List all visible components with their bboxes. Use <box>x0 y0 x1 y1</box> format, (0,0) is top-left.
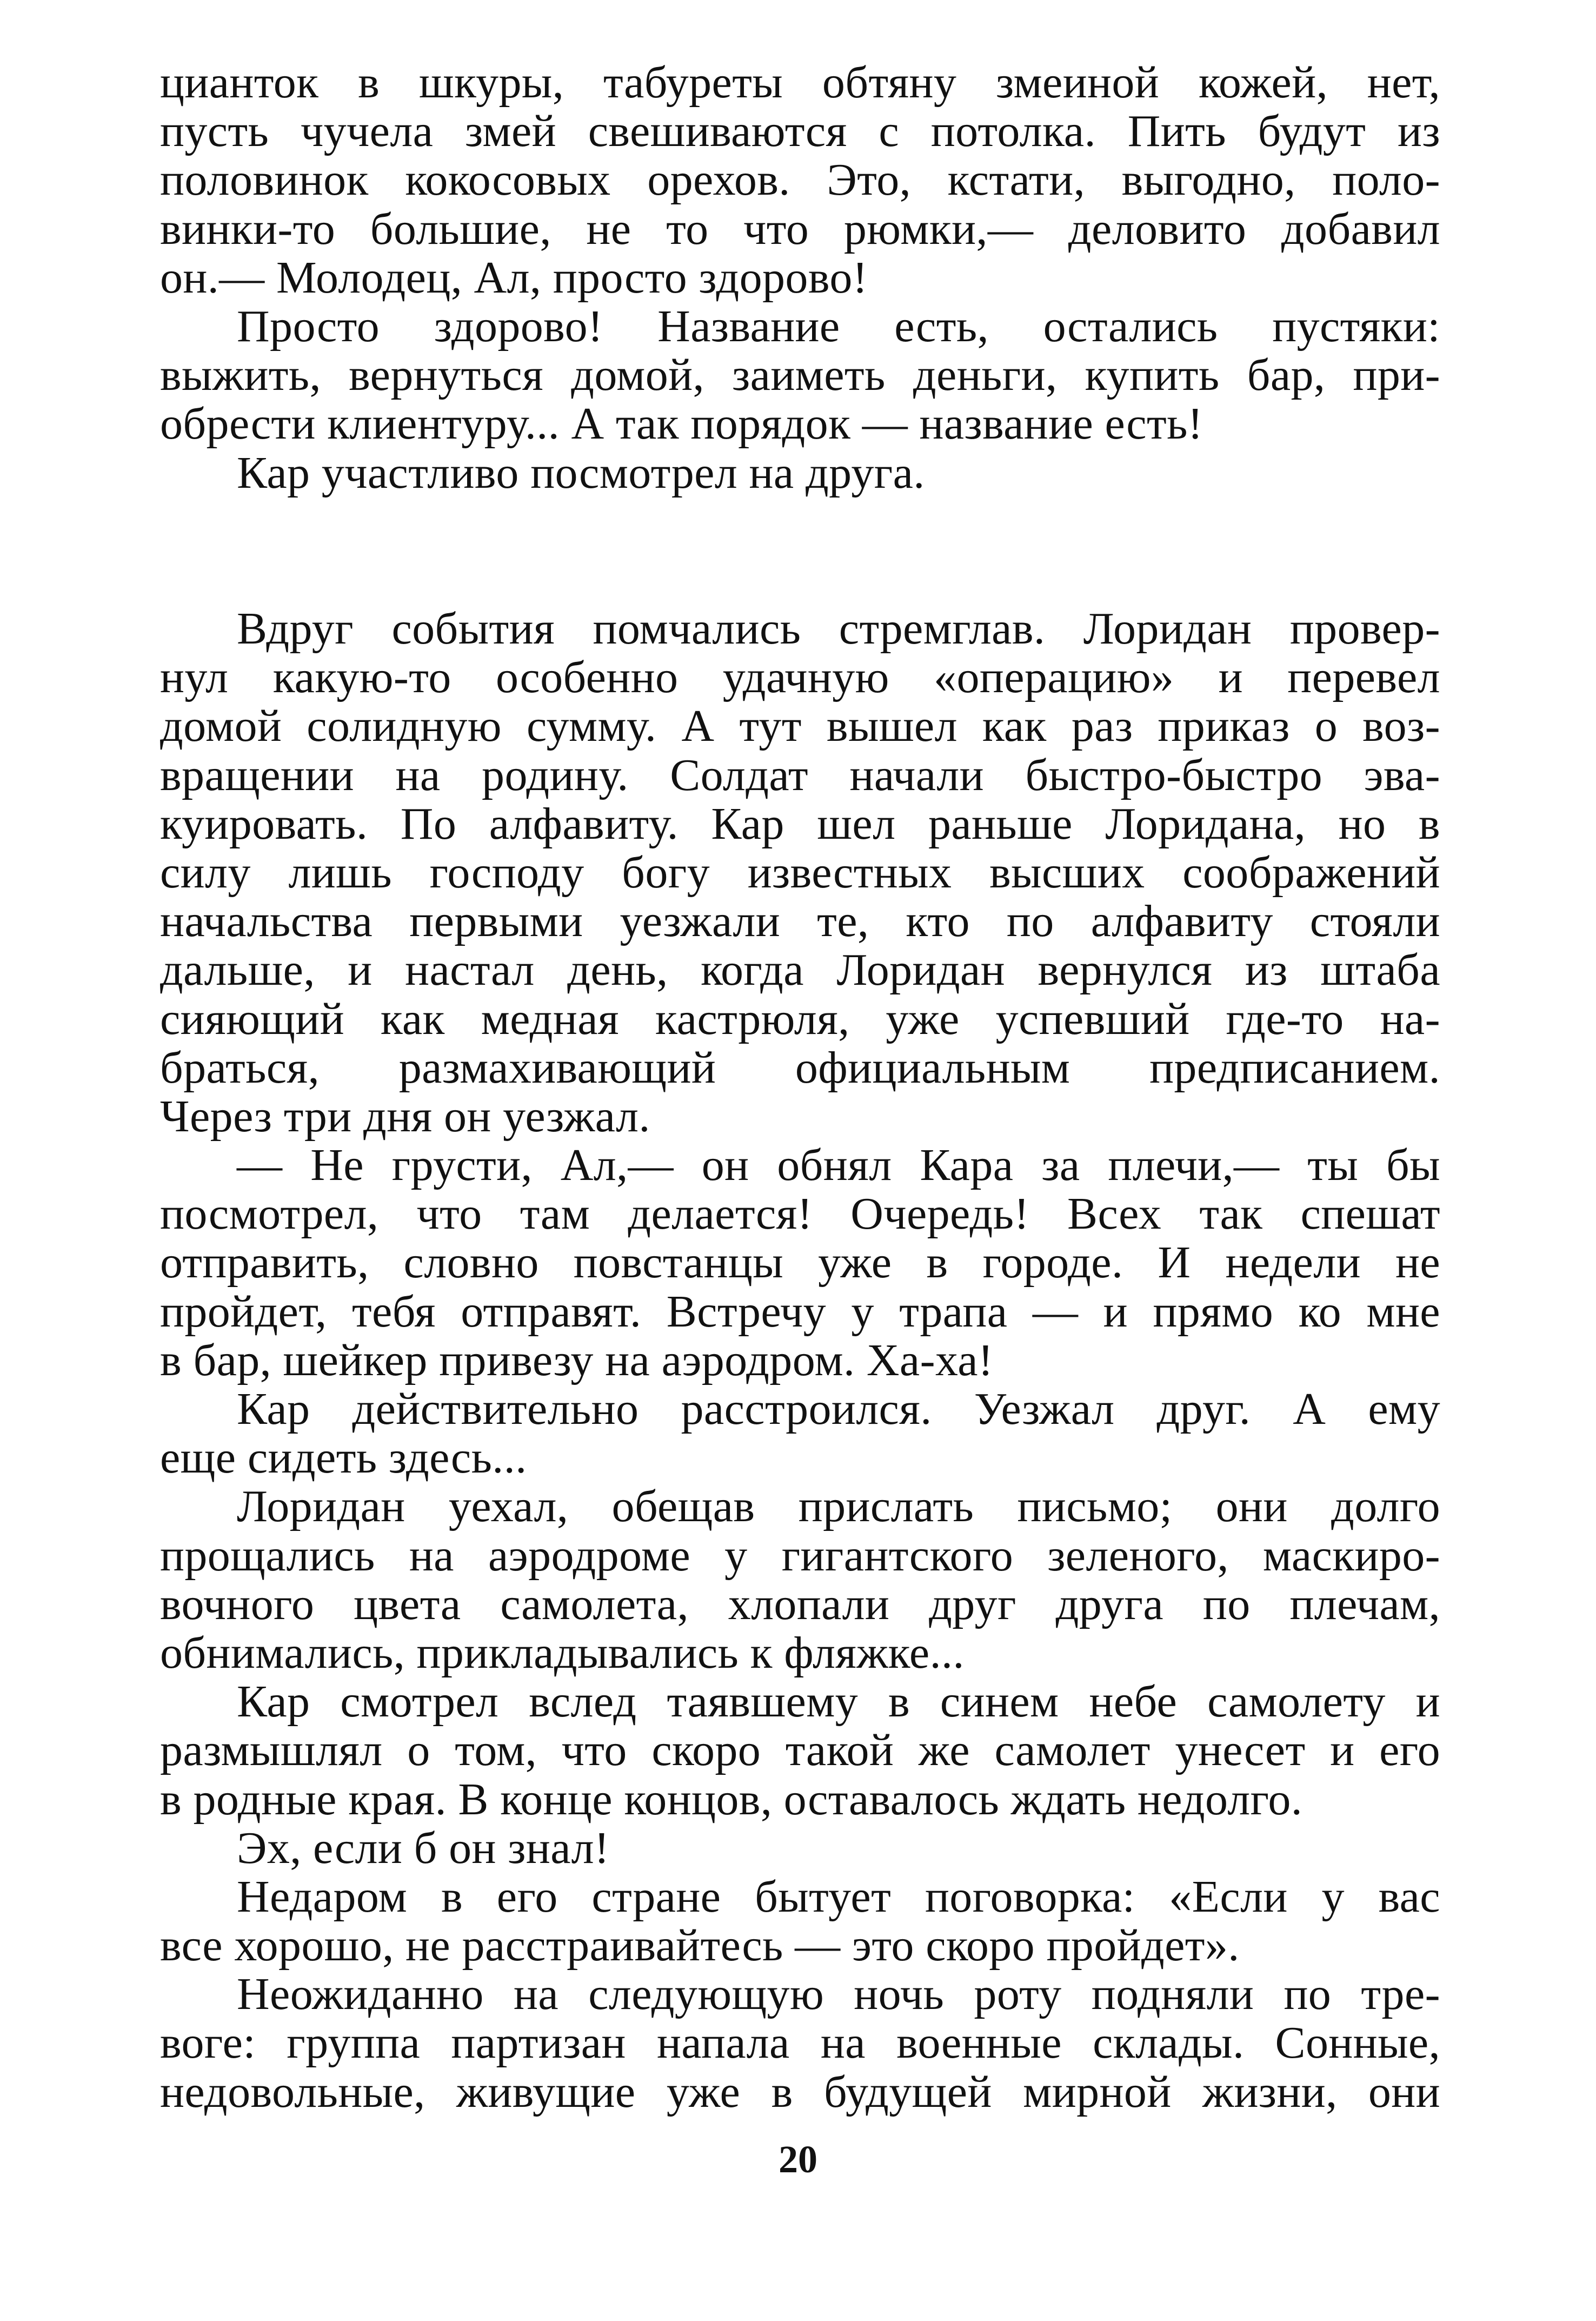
text-line: все хорошо, не расстраивайтесь — это скоро пройдет». <box>160 1920 1240 1971</box>
text-line: половинок кокосовых орехов. Это, кстати, выгодно, поло- <box>160 155 1440 205</box>
text-line: Через три дня он уезжал. <box>160 1091 650 1142</box>
text-line: Недаром в его стране бытует поговорка: «Если у вас <box>237 1871 1440 1922</box>
text-line: воге: группа партизан напала на военные склады. Сонные, <box>160 2018 1440 2068</box>
text-fragment-top <box>160 58 1440 498</box>
text-line: в родные края. В конце концов, оставалось ждать недолго. <box>160 1774 1303 1825</box>
text-line: Просто здорово! Название есть, остались пустяки: <box>237 301 1440 352</box>
text-line: домой солидную сумму. А тут вышел как раз приказ о воз- <box>160 701 1440 752</box>
text-line: обрести клиентуру... А так порядок — название есть! <box>160 399 1203 449</box>
text-line: Кар действительно расстроился. Уезжал друг. А ему <box>237 1384 1440 1434</box>
text-line: цианток в шкуры, табуреты обтяну змеиной кожей, нет, <box>160 57 1440 108</box>
text-line: обнимались, прикладывались к фляжке... <box>160 1627 965 1678</box>
text-line: в бар, шейкер привезу на аэродром. Ха-ха! <box>160 1335 994 1385</box>
text-line: размышлял о том, что скоро такой же самолет унесет и его <box>160 1725 1440 1776</box>
text-line: он.— Молодец, Ал, просто здорово! <box>160 252 868 303</box>
text-line: куировать. По алфавиту. Кар шел раньше Лоридана, но в <box>160 798 1440 849</box>
text-line: вочного цвета самолета, хлопали друг друга по плечам, <box>160 1579 1440 1629</box>
text-line: выжить, вернуться домой, заиметь деньги, купить бар, при- <box>160 350 1440 401</box>
text-line: сияющий как медная кастрюля, уже успевший где-то на- <box>160 993 1440 1044</box>
text-line: винки-то большие, не то что рюмки,— деловито добавил <box>160 203 1440 254</box>
text-line: Эх, если б он знал! <box>237 1822 610 1873</box>
text-line: силу лишь господу богу известных высших соображений <box>160 847 1440 898</box>
text-line: Неожиданно на следующую ночь роту подняли по тре- <box>237 1969 1440 2020</box>
text-line: Кар смотрел вслед таявшему в синем небе самолету и <box>237 1676 1440 1727</box>
text-line: начальства первыми уезжали те, кто по алфавиту стояли <box>160 896 1440 947</box>
text-line: вращении на родину. Солдат начали быстро-быстро эва- <box>160 750 1440 800</box>
text-line: посмотрел, что там делается! Очередь! Всех так спешат <box>160 1189 1440 1239</box>
text-fragment-main <box>160 605 1440 2117</box>
text-line: нул какую-то особенно удачную «операцию» и перевел <box>160 652 1440 703</box>
text-line: недовольные, живущие уже в будущей мирной жизни, они <box>160 2066 1440 2117</box>
text-line: пройдет, тебя отправят. Встречу у трапа — и прямо ко мне <box>160 1286 1440 1337</box>
text-line: браться, размахивающий официальным предписанием. <box>160 1042 1440 1093</box>
text-line: Лоридан уехал, обещав прислать письмо; они долго <box>237 1481 1440 1532</box>
text-line: Вдруг события помчались стремглав. Лоридан провер- <box>237 604 1440 654</box>
page-number: 20 <box>779 2138 817 2181</box>
text-line: Кар участливо посмотрел на друга. <box>237 447 925 498</box>
text-line: еще сидеть здесь... <box>160 1433 527 1483</box>
text-line: прощались на аэродроме у гигантского зеленого, маскиро- <box>160 1530 1440 1581</box>
text-line: — Не грусти, Ал,— он обнял Кара за плечи,— ты бы <box>237 1140 1440 1191</box>
text-line: отправить, словно повстанцы уже в городе. И недели не <box>160 1237 1440 1288</box>
text-line: пусть чучела змей свешиваются с потолка. Пить будут из <box>160 106 1440 157</box>
text-line: дальше, и настал день, когда Лоридан вернулся из штаба <box>160 945 1440 996</box>
